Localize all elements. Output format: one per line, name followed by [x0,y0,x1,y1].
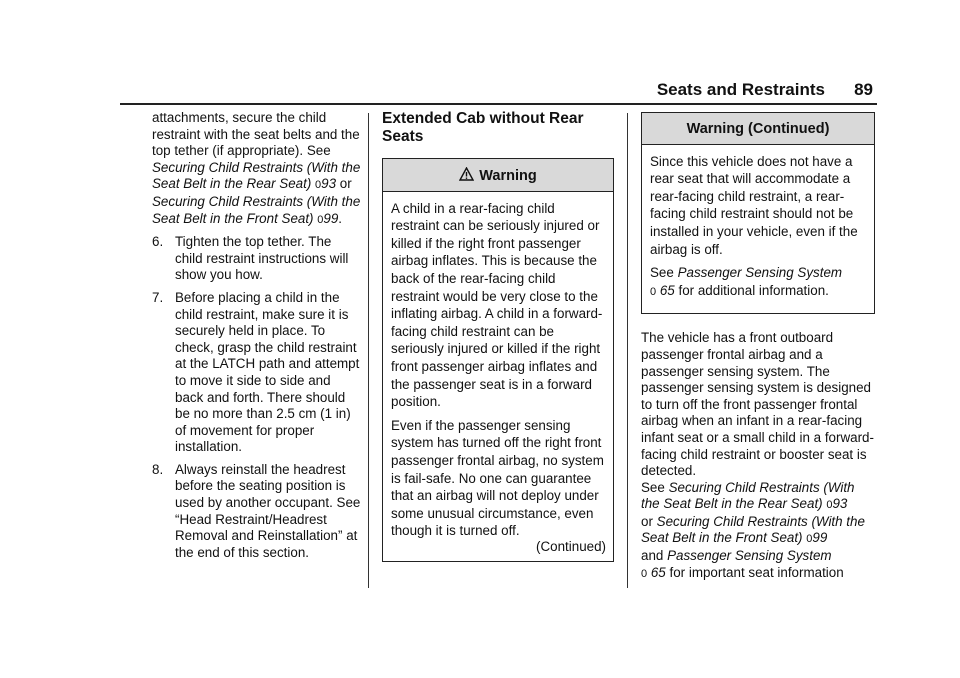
list-item-text: Before placing a child in the child restraint, make sure it is securely held in place. To check, grasp the child restraint at the LATCH path and attempt to move it side to side and back and forth. There should be no more than 2.5 cm (1 in) of movement for proper installation. [175,289,360,455]
column-divider-1 [368,113,369,588]
header-rule [120,103,877,105]
section-heading: Extended Cab without Rear Seats [382,110,584,145]
warning-header [383,159,613,192]
list-item [152,290,362,456]
list-number: 8. [152,461,164,477]
paragraph-text: for additional information. [678,282,829,298]
list-item [152,462,362,562]
cross-reference[interactable]: Passenger Sensing System [667,548,832,564]
or-label: or [641,513,653,529]
continued-paragraph: attachments, secure the child restraint with the seat belts and the top tether (if appropriate). See Securing Child Restraints (With the Seat Belt in the Rear Seat) 093 or Securing Child Restraints (With the Seat Belt in the Front Seat) 099. [152,110,361,226]
page-ref-icon: 0 [315,179,322,192]
list-item-text: Tighten the top tether. The child restraint instructions will show you how. [175,234,349,283]
page-reference[interactable]: 65 [650,564,666,580]
page-reference[interactable]: 93 [832,496,848,512]
paragraph-text: for important seat information [669,564,844,580]
warning-body [383,192,613,562]
cross-reference[interactable]: Securing Child Restraints (With the Seat Belt in the Rear Seat) [641,479,855,512]
page-reference[interactable]: 65 [659,282,675,298]
list-item-text: Always reinstall the headrest before the seating position is used by another occupant. See “Head Restraint/Headrest Removal and Reinstallation” at the end of this section. [175,461,361,560]
warning-icon [459,167,474,185]
or-label: or [339,176,352,192]
column-divider-2 [627,113,628,588]
page-reference[interactable]: 99 [323,210,339,226]
warning-paragraph: Since this vehicle does not have a rear seat that will accommodate a rear-facing child restraint, a rear-facing child restraint should not be installed in your vehicle, even if the airbag is off. [650,153,858,257]
see-label: See [641,479,665,495]
see-label: See [650,265,674,281]
see-label: See [306,143,331,159]
cross-reference[interactable]: Securing Child Restraints (With the Seat Belt in the Rear Seat) [152,159,361,192]
continued-label: (Continued) [536,538,606,554]
warning-paragraph [650,264,867,301]
list-item [152,234,362,284]
warning-paragraph: A child in a rear-facing child restraint can be seriously injured or killed if the right front passenger airbag inflates. This is because the back of the rear-facing child restraint would be very close to the inflating airbag. A child in a forward-facing child restraint can be seriously injured or killed if the right front passenger airbag inflates and the passenger seat is in a forward position. [391,200,603,410]
paragraph-text: attachments, secure the child restraint with the seat belts and the top tether (if appropriate). [152,110,360,159]
column-3 [641,112,875,582]
warning-box [382,158,614,562]
and-label: and [641,548,664,564]
cross-reference[interactable]: Securing Child Restraints (With the Seat Belt in the Front Seat) [152,193,361,226]
warning-paragraph: Even if the passenger sensing system has turned off the right front passenger frontal airbag, no system is fail-safe. No one can guarantee that an airbag will not deploy under some unusual circumstance, even though it is turned off. [391,417,604,539]
page-reference[interactable]: 93 [321,176,337,192]
warning-header: Warning (Continued) [642,113,874,145]
cross-reference[interactable]: Passenger Sensing System [677,265,843,281]
page-ref-icon: 0 [317,213,324,226]
warning-box-continued [641,112,875,314]
warning-title: Warning [479,168,537,184]
column-1 [152,110,362,561]
page-reference[interactable]: 99 [812,530,828,546]
page-ref-icon: 0 [806,533,813,546]
column-2 [382,110,614,562]
body-paragraph [641,330,875,582]
cross-reference[interactable]: Securing Child Restraints (With the Seat Belt in the Front Seat) [641,513,865,546]
warning-body [642,145,874,314]
page-ref-icon: 0 [826,499,833,512]
running-header [120,78,877,100]
page-number: 89 [854,80,873,99]
page-ref-icon: 0 [650,285,657,298]
page-ref-icon: 0 [641,567,648,580]
list-number: 6. [152,234,164,250]
paragraph-text: The vehicle has a front outboard passenger frontal airbag and a passenger sensing system. The passenger sensing system is designed to turn off the front passenger frontal airbag when an infant in a rear-facing infant seat or a small child in a forward-facing child restraint or booster seat is detected. [641,330,874,479]
section-title: Seats and Restraints [656,80,825,99]
list-number: 7. [152,289,164,305]
